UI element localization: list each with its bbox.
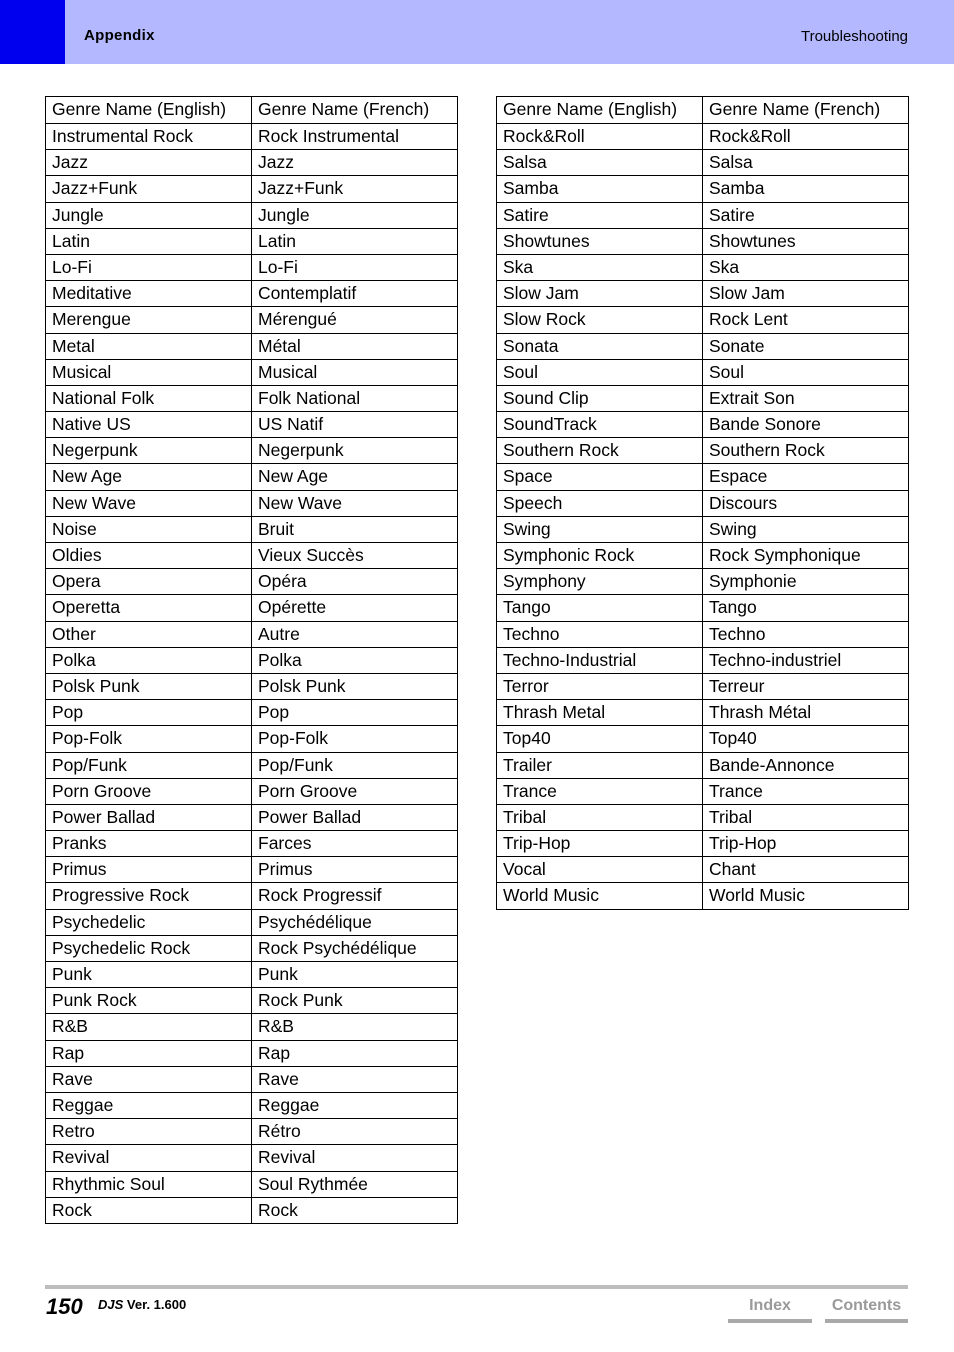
genre-english-cell: Terror: [497, 673, 703, 699]
table-row: [497, 333, 909, 359]
genre-english-cell: New Wave: [46, 490, 252, 516]
table-row: [46, 700, 458, 726]
genre-english-cell: Sound Clip: [497, 385, 703, 411]
genre-english-cell: Techno-Industrial: [497, 647, 703, 673]
genre-english-cell: Rock&Roll: [497, 124, 703, 150]
genre-french-cell: Tribal: [703, 804, 909, 830]
genre-english-cell: Rap: [46, 1040, 252, 1066]
table-header-row: [46, 97, 458, 124]
genre-english-cell: Jungle: [46, 202, 252, 228]
table-row: [46, 831, 458, 857]
table-row: [497, 281, 909, 307]
genre-french-cell: Rock&Roll: [703, 124, 909, 150]
table-row: [497, 490, 909, 516]
table-row: [46, 359, 458, 385]
table-row: [497, 831, 909, 857]
genre-french-cell: Polka: [252, 647, 458, 673]
genre-english-cell: Trailer: [497, 752, 703, 778]
genre-french-cell: Jazz: [252, 150, 458, 176]
genre-english-cell: Punk: [46, 962, 252, 988]
genre-english-cell: Power Ballad: [46, 804, 252, 830]
table-row: [46, 333, 458, 359]
genre-french-cell: Symphonie: [703, 569, 909, 595]
genre-english-cell: Opera: [46, 569, 252, 595]
table-row: [497, 726, 909, 752]
genre-french-cell: Rap: [252, 1040, 458, 1066]
genre-english-cell: Slow Rock: [497, 307, 703, 333]
page-header: [0, 0, 954, 64]
genre-english-cell: Trip-Hop: [497, 831, 703, 857]
table-row: [46, 647, 458, 673]
genre-english-cell: Rock: [46, 1197, 252, 1223]
genre-english-cell: Pranks: [46, 831, 252, 857]
genre-french-cell: Bande-Annonce: [703, 752, 909, 778]
genre-french-cell: Thrash Métal: [703, 700, 909, 726]
section-title: Appendix: [84, 27, 155, 44]
genre-french-cell: Rock Instrumental: [252, 124, 458, 150]
genre-french-cell: Showtunes: [703, 228, 909, 254]
table-row: [46, 124, 458, 150]
table-row: [46, 988, 458, 1014]
genre-french-cell: Samba: [703, 176, 909, 202]
genre-french-cell: US Natif: [252, 412, 458, 438]
genre-french-cell: Rock Psychédélique: [252, 935, 458, 961]
table-row: [46, 935, 458, 961]
genre-english-cell: Tribal: [497, 804, 703, 830]
genre-english-cell: Operetta: [46, 595, 252, 621]
table-row: [46, 412, 458, 438]
genre-english-cell: Psychedelic Rock: [46, 935, 252, 961]
genre-french-cell: Pop-Folk: [252, 726, 458, 752]
genre-english-cell: Other: [46, 621, 252, 647]
genre-french-cell: Reggae: [252, 1092, 458, 1118]
genre-english-cell: Reggae: [46, 1092, 252, 1118]
genre-french-cell: Mérengué: [252, 307, 458, 333]
genre-french-cell: Opéra: [252, 569, 458, 595]
genre-french-cell: Trip-Hop: [703, 831, 909, 857]
table-row: [46, 778, 458, 804]
genre-english-cell: Merengue: [46, 307, 252, 333]
genre-french-cell: Chant: [703, 857, 909, 883]
genre-french-cell: Soul: [703, 359, 909, 385]
genre-english-cell: Speech: [497, 490, 703, 516]
table-row: [46, 883, 458, 909]
chapter-title: Troubleshooting: [800, 28, 908, 45]
table-row: [497, 883, 909, 909]
genre-english-cell: Pop-Folk: [46, 726, 252, 752]
genre-french-cell: Psychédélique: [252, 909, 458, 935]
table-row: [46, 438, 458, 464]
genre-english-cell: National Folk: [46, 385, 252, 411]
genre-english-cell: Showtunes: [497, 228, 703, 254]
genre-french-cell: Southern Rock: [703, 438, 909, 464]
genre-english-cell: Samba: [497, 176, 703, 202]
genre-french-cell: Métal: [252, 333, 458, 359]
genre-english-cell: Vocal: [497, 857, 703, 883]
contents-link[interactable]: Contents: [825, 1293, 908, 1323]
genre-english-cell: Musical: [46, 359, 252, 385]
column-header-english: Genre Name (English): [46, 97, 252, 124]
table-row: [46, 962, 458, 988]
genre-french-cell: Extrait Son: [703, 385, 909, 411]
genre-french-cell: New Age: [252, 464, 458, 490]
table-row: [46, 385, 458, 411]
genre-french-cell: Discours: [703, 490, 909, 516]
table-row: [497, 176, 909, 202]
table-row: [497, 647, 909, 673]
table-row: [497, 543, 909, 569]
table-row: [46, 1145, 458, 1171]
genre-english-cell: Tango: [497, 595, 703, 621]
genre-french-cell: Jungle: [252, 202, 458, 228]
table-row: [497, 673, 909, 699]
genre-french-cell: Slow Jam: [703, 281, 909, 307]
genre-french-cell: Negerpunk: [252, 438, 458, 464]
genre-french-cell: Autre: [252, 621, 458, 647]
genre-english-cell: Latin: [46, 228, 252, 254]
genre-english-cell: Space: [497, 464, 703, 490]
genre-french-cell: Rock Lent: [703, 307, 909, 333]
column-header-french: Genre Name (French): [703, 97, 909, 124]
genre-french-cell: Revival: [252, 1145, 458, 1171]
genre-english-cell: Thrash Metal: [497, 700, 703, 726]
genre-french-cell: Vieux Succès: [252, 543, 458, 569]
genre-french-cell: Lo-Fi: [252, 254, 458, 280]
genre-english-cell: Top40: [497, 726, 703, 752]
genre-english-cell: Metal: [46, 333, 252, 359]
table-row: [46, 1197, 458, 1223]
genre-french-cell: Sonate: [703, 333, 909, 359]
table-row: [46, 804, 458, 830]
genre-french-cell: Pop/Funk: [252, 752, 458, 778]
table-row: [497, 412, 909, 438]
genre-english-cell: Polka: [46, 647, 252, 673]
genre-english-cell: Revival: [46, 1145, 252, 1171]
table-row: [497, 254, 909, 280]
table-row: [46, 673, 458, 699]
genre-english-cell: Lo-Fi: [46, 254, 252, 280]
index-link[interactable]: Index: [728, 1293, 812, 1323]
genre-english-cell: Primus: [46, 857, 252, 883]
table-row: [46, 752, 458, 778]
genre-english-cell: Native US: [46, 412, 252, 438]
table-row: [497, 569, 909, 595]
table-row: [46, 909, 458, 935]
genre-french-cell: Rock Symphonique: [703, 543, 909, 569]
genre-french-cell: Rétro: [252, 1119, 458, 1145]
table-row: [497, 621, 909, 647]
table-row: [497, 359, 909, 385]
genre-english-cell: Salsa: [497, 150, 703, 176]
genre-french-cell: R&B: [252, 1014, 458, 1040]
table-header-row: [497, 97, 909, 124]
genre-english-cell: Rhythmic Soul: [46, 1171, 252, 1197]
genre-english-cell: Retro: [46, 1119, 252, 1145]
genre-french-cell: Bruit: [252, 516, 458, 542]
table-row: [46, 1066, 458, 1092]
page-number: 150: [46, 1294, 83, 1319]
table-row: [497, 752, 909, 778]
genre-french-cell: Bande Sonore: [703, 412, 909, 438]
table-row: [46, 621, 458, 647]
table-row: [46, 1014, 458, 1040]
genre-french-cell: Techno: [703, 621, 909, 647]
table-row: [46, 464, 458, 490]
table-row: [497, 438, 909, 464]
genre-english-cell: Oldies: [46, 543, 252, 569]
table-row: [497, 804, 909, 830]
table-row: [497, 385, 909, 411]
table-row: [46, 1171, 458, 1197]
genre-french-cell: Terreur: [703, 673, 909, 699]
genre-english-cell: Sonata: [497, 333, 703, 359]
genre-english-cell: Swing: [497, 516, 703, 542]
footer-divider: [45, 1285, 908, 1289]
genre-english-cell: Negerpunk: [46, 438, 252, 464]
table-row: [497, 595, 909, 621]
genre-french-cell: Pop: [252, 700, 458, 726]
genre-english-cell: Slow Jam: [497, 281, 703, 307]
genre-english-cell: Symphonic Rock: [497, 543, 703, 569]
table-row: [46, 202, 458, 228]
genre-english-cell: Jazz+Funk: [46, 176, 252, 202]
genre-french-cell: Espace: [703, 464, 909, 490]
genre-english-cell: Southern Rock: [497, 438, 703, 464]
genre-french-cell: New Wave: [252, 490, 458, 516]
genre-french-cell: Latin: [252, 228, 458, 254]
genre-french-cell: Farces: [252, 831, 458, 857]
genre-english-cell: Psychedelic: [46, 909, 252, 935]
table-row: [497, 202, 909, 228]
table-row: [497, 150, 909, 176]
genre-english-cell: Trance: [497, 778, 703, 804]
genre-english-cell: Techno: [497, 621, 703, 647]
table-row: [46, 281, 458, 307]
version-label: Ver. 1.600: [126, 1297, 187, 1312]
genre-french-cell: Power Ballad: [252, 804, 458, 830]
table-row: [46, 254, 458, 280]
table-row: [46, 543, 458, 569]
genre-french-cell: Polsk Punk: [252, 673, 458, 699]
genre-english-cell: Porn Groove: [46, 778, 252, 804]
genre-french-cell: Rave: [252, 1066, 458, 1092]
table-row: [46, 595, 458, 621]
table-row: [46, 176, 458, 202]
genre-french-cell: Contemplatif: [252, 281, 458, 307]
product-version: [98, 1297, 186, 1312]
genre-french-cell: Techno-industriel: [703, 647, 909, 673]
table-row: [46, 228, 458, 254]
table-row: [46, 726, 458, 752]
table-row: [497, 307, 909, 333]
table-row: [497, 124, 909, 150]
genre-english-cell: Symphony: [497, 569, 703, 595]
table-row: [46, 569, 458, 595]
genre-english-cell: Progressive Rock: [46, 883, 252, 909]
genre-french-cell: Musical: [252, 359, 458, 385]
genre-french-cell: Satire: [703, 202, 909, 228]
table-row: [46, 1119, 458, 1145]
table-row: [46, 307, 458, 333]
genre-french-cell: World Music: [703, 883, 909, 909]
genre-english-cell: SoundTrack: [497, 412, 703, 438]
genre-english-cell: Meditative: [46, 281, 252, 307]
table-row: [497, 516, 909, 542]
genre-french-cell: Ska: [703, 254, 909, 280]
product-name: DJS: [98, 1297, 124, 1312]
genre-english-cell: R&B: [46, 1014, 252, 1040]
genre-french-cell: Primus: [252, 857, 458, 883]
genre-french-cell: Rock Progressif: [252, 883, 458, 909]
genre-french-cell: Opérette: [252, 595, 458, 621]
column-header-french: Genre Name (French): [252, 97, 458, 124]
genre-english-cell: Instrumental Rock: [46, 124, 252, 150]
genre-english-cell: New Age: [46, 464, 252, 490]
genre-french-cell: Rock: [252, 1197, 458, 1223]
genre-french-cell: Punk: [252, 962, 458, 988]
table-row: [46, 1092, 458, 1118]
table-row: [497, 778, 909, 804]
genre-english-cell: Noise: [46, 516, 252, 542]
genre-english-cell: Polsk Punk: [46, 673, 252, 699]
genre-english-cell: Pop: [46, 700, 252, 726]
table-row: [497, 228, 909, 254]
genre-french-cell: Soul Rythmée: [252, 1171, 458, 1197]
genre-table-right: [496, 96, 909, 910]
genre-french-cell: Swing: [703, 516, 909, 542]
genre-english-cell: Rave: [46, 1066, 252, 1092]
column-header-english: Genre Name (English): [497, 97, 703, 124]
genre-english-cell: Satire: [497, 202, 703, 228]
genre-english-cell: Soul: [497, 359, 703, 385]
genre-french-cell: Tango: [703, 595, 909, 621]
genre-french-cell: Folk National: [252, 385, 458, 411]
genre-english-cell: Jazz: [46, 150, 252, 176]
table-row: [46, 857, 458, 883]
genre-french-cell: Jazz+Funk: [252, 176, 458, 202]
genre-french-cell: Trance: [703, 778, 909, 804]
table-row: [46, 1040, 458, 1066]
table-row: [46, 490, 458, 516]
genre-french-cell: Porn Groove: [252, 778, 458, 804]
genre-french-cell: Top40: [703, 726, 909, 752]
table-row: [46, 150, 458, 176]
genre-french-cell: Salsa: [703, 150, 909, 176]
table-row: [497, 700, 909, 726]
genre-english-cell: Punk Rock: [46, 988, 252, 1014]
genre-english-cell: World Music: [497, 883, 703, 909]
genre-english-cell: Ska: [497, 254, 703, 280]
table-row: [497, 857, 909, 883]
genre-french-cell: Rock Punk: [252, 988, 458, 1014]
table-row: [497, 464, 909, 490]
genre-english-cell: Pop/Funk: [46, 752, 252, 778]
header-color-block: [0, 0, 65, 64]
genre-table-left: [45, 96, 458, 1224]
table-row: [46, 516, 458, 542]
